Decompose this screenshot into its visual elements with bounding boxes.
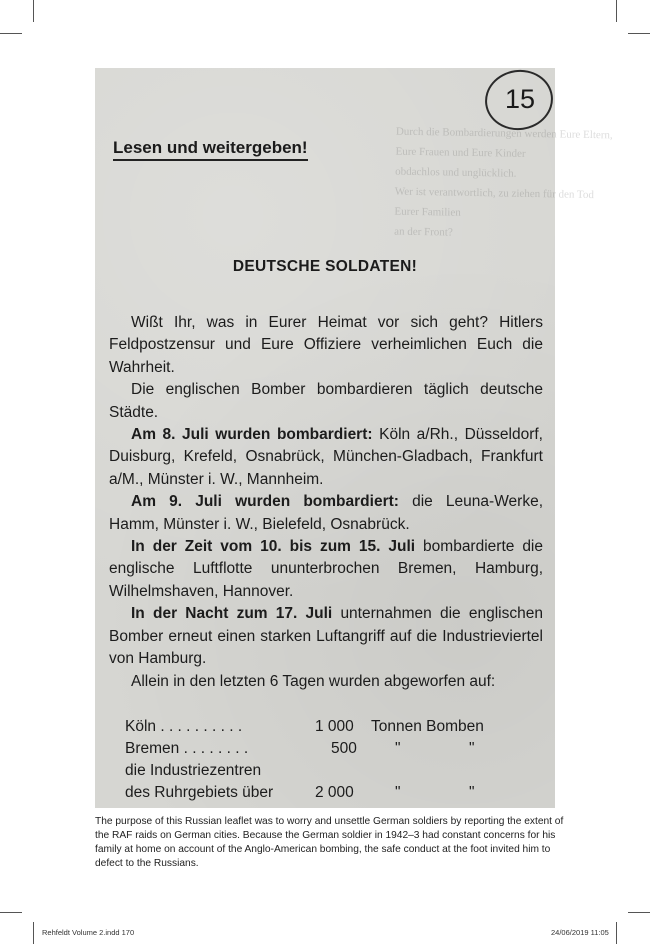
paragraph: Allein in den letzten 6 Tagen wurden abgeworfen auf: — [131, 672, 496, 690]
leaflet-body — [109, 312, 543, 693]
crop-mark — [628, 33, 650, 34]
leaflet-header: Lesen und weitergeben! — [113, 138, 308, 161]
leaflet-heading: DEUTSCHE SOLDATEN! — [232, 258, 418, 275]
tonnage-row: die Industriezentren — [125, 762, 262, 779]
tonnage-table — [125, 716, 545, 804]
figure-caption: The purpose of this Russian leaflet was to worry and unsettle German soldiers by reporting the extent of the RAF raids on German cities. Because the German soldier in 1942–3 had constant concerns for his family at home on account of the Anglo-American bombing, the safe conduct at the foot invited him to defect to the Russians. — [95, 816, 564, 869]
crop-mark — [616, 922, 617, 944]
paragraph: Die englischen Bomber bombardieren täglich deutsche Städte. — [109, 381, 543, 421]
crop-mark — [0, 33, 22, 34]
paragraph: Am 9. Juli wurden bombardiert: die Leuna-Werke, Hamm, Münster i. W., Bielefeld, Osnabrück. — [109, 493, 544, 533]
tonnage-row: des Ruhrgebiets über 2 000 " " — [125, 784, 475, 801]
crop-mark — [0, 912, 22, 913]
paragraph: In der Zeit vom 10. bis zum 15. Juli bombardierte die englische Luftflotte ununterbrochen Bremen, Hamburg, Wilhelmshaven, Hannover. — [109, 538, 543, 600]
leaflet-photo — [95, 68, 613, 808]
crop-mark — [33, 0, 34, 22]
handwritten-page-number: 15 — [505, 84, 536, 114]
paragraph: Wißt Ihr, was in Eurer Heimat vor sich geht? Hitlers Feldpostzensur und Eure Offiziere verheimlichen Euch die Wahrheit. — [109, 314, 543, 376]
paragraph: In der Nacht zum 17. Juli unternahmen die englischen Bomber erneut einen starken Luftangriff auf die Industrieviertel von Hamburg. — [109, 605, 543, 668]
tonnage-row: Bremen . . . . . . . . 500 " " — [125, 740, 475, 757]
crop-mark — [616, 0, 617, 22]
crop-mark — [33, 922, 34, 944]
tonnage-row: Köln . . . . . . . . . . 1 000 Tonnen Bomben — [125, 718, 484, 735]
paragraph: Am 8. Juli wurden bombardiert: Köln a/Rh., Düsseldorf, Duisburg, Krefeld, Osnabrück, München-Gladbach, Frankfurt a/M., Münster i. W., Mannheim. — [109, 426, 543, 488]
footer-file-info: Rehfeldt Volume 2.indd 170 — [42, 928, 135, 937]
footer-timestamp: 24/06/2019 11:05 — [551, 928, 609, 937]
show-through-text: Durch die Bombardierungen werden Eure Eltern, Eure Frauen und Eure Kinder obdachlos und unglücklich. Wer ist verantwortlich, zu ziehen für den Tod Eurer Familien an der Front? — [394, 125, 613, 239]
crop-mark — [628, 912, 650, 913]
